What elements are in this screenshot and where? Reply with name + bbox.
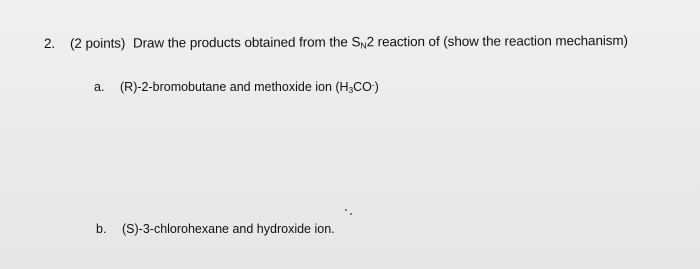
part-a-superscript: - xyxy=(371,80,375,90)
part-a-subscript: 3 xyxy=(348,86,354,96)
question-points: (2 points) xyxy=(69,35,126,51)
question-text-end: 2 reaction of (show the reaction mechanism) xyxy=(366,32,628,50)
part-b xyxy=(96,222,335,236)
part-a xyxy=(94,80,379,95)
part-b-letter: b. xyxy=(96,222,107,236)
question-number: 2. xyxy=(43,35,56,51)
ink-speck xyxy=(350,213,352,215)
sn2-subscript: N xyxy=(360,40,367,51)
part-a-text-middle: CO xyxy=(353,80,372,94)
ink-speck xyxy=(345,209,347,211)
part-a-text-start: (R)-2-bromobutane and methoxide ion (H xyxy=(120,80,349,94)
part-a-letter: a. xyxy=(94,80,105,94)
question-text-start: Draw the products obtained from the S xyxy=(132,34,361,51)
part-a-text-end: ) xyxy=(374,80,379,94)
part-b-text: (S)-3-chlorohexane and hydroxide ion. xyxy=(122,222,335,236)
question-2-prompt xyxy=(44,33,628,52)
